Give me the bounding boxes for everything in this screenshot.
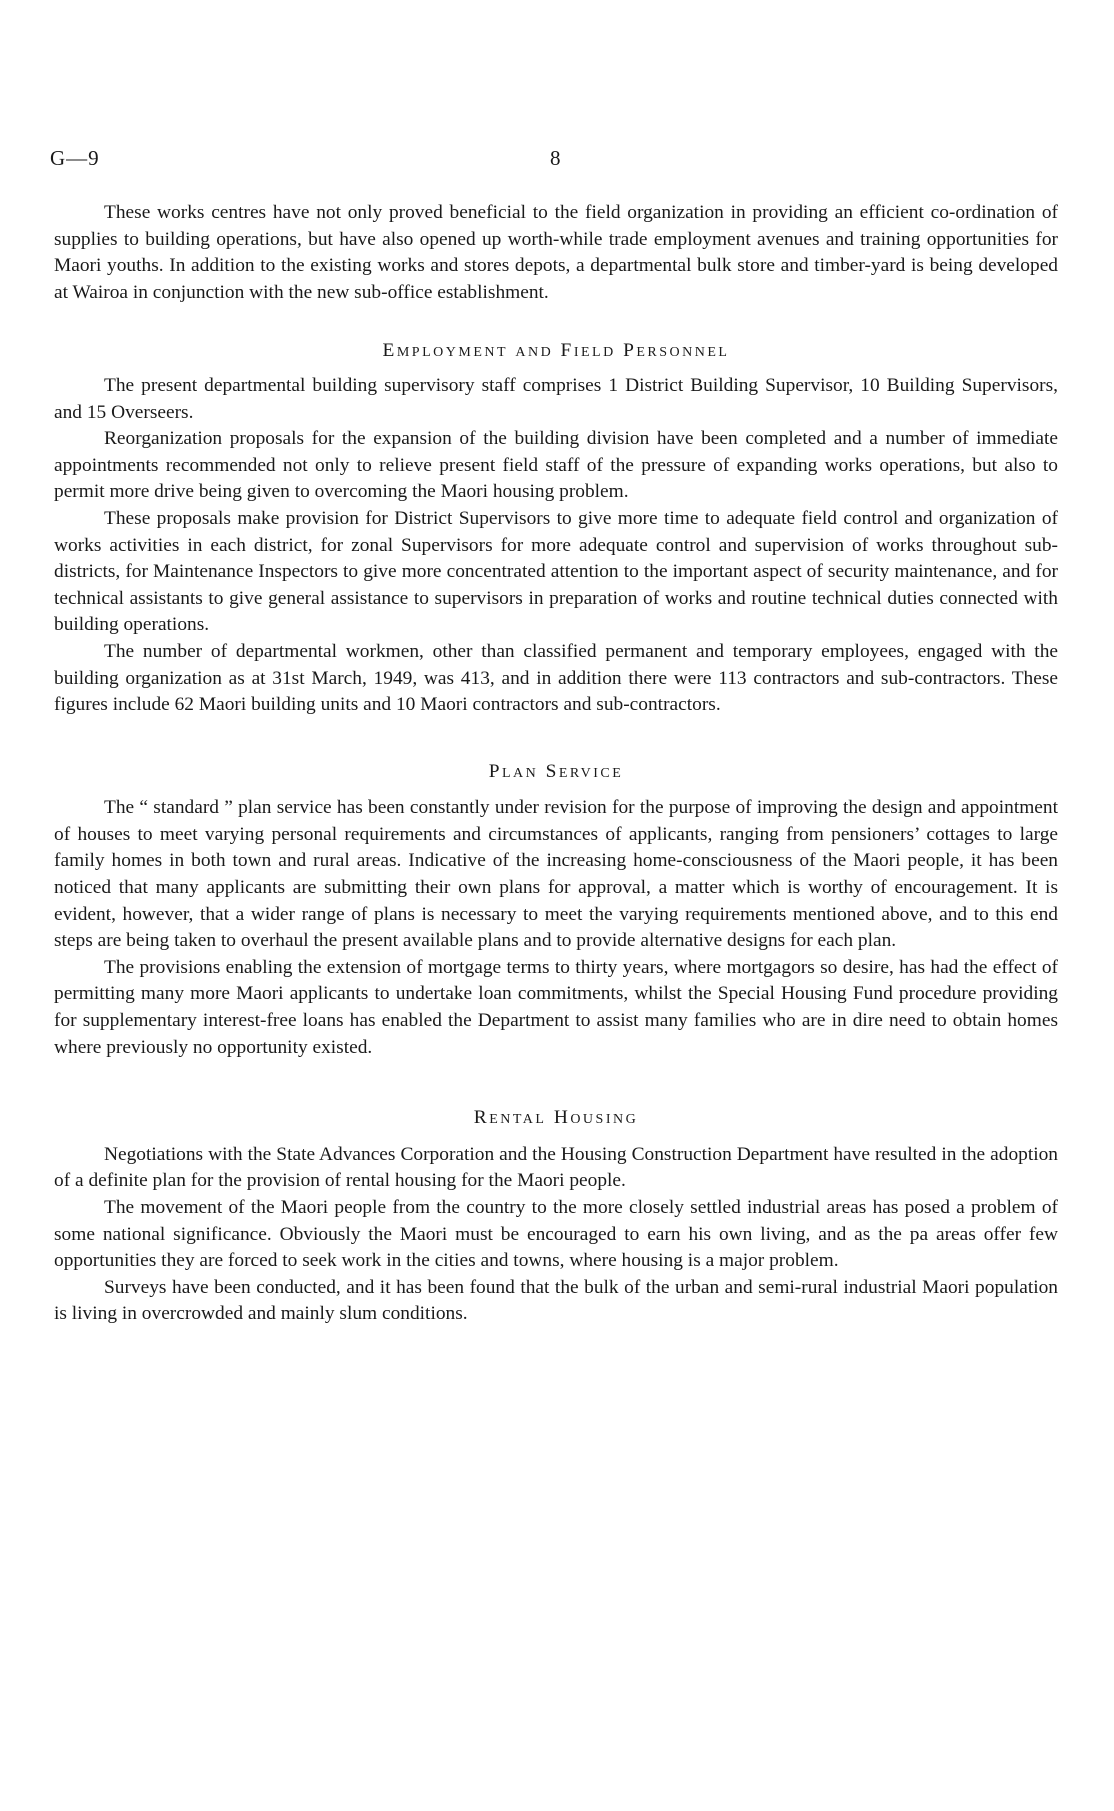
- body-text: [54, 200, 1058, 1328]
- page-header: [50, 146, 1050, 176]
- paragraph: Negotiations with the State Advances Corporation and the Housing Construction Department have resulted in the adoption of a definite plan for the provision of rental housing for the Maori people.: [54, 1143, 1058, 1192]
- section-heading-plan-service: Plan Service: [488, 760, 624, 782]
- paragraph: Reorganization proposals for the expansion of the building division have been completed and a number of immediate appointments recommended not only to relieve present field staff of the pressure of expanding works operations, but also to permit more drive being given to overcoming the Maori housing problem.: [54, 428, 1058, 503]
- paragraph: These works centres have not only proved beneficial to the field organization in providing an efficient co-ordination of supplies to building operations, but have also opened up worth-while trade employment avenues and training opportunities for Maori youths. In addition to the existing works and stores depots, a departmental bulk store and timber-yard is being developed at Wairoa in conjunction with the new sub-office establishment.: [54, 202, 1058, 303]
- paragraph: The “ standard ” plan service has been constantly under revision for the purpose of improving the design and appointment of houses to meet varying personal requirements and circumstances of applicants, ranging from pensioners’ cottages to large family homes in both town and rural areas. Indicative of the increasing home-consciousness of the Maori people, it has been noticed that many applicants are submitting their own plans for approval, a matter which is worthy of encouragement. It is evident, however, that a wider range of plans is necessary to meet the varying requirements mentioned above, and to this end steps are being taken to overhaul the present available plans and to provide alternative designs for each plan.: [54, 797, 1058, 952]
- paragraph: The present departmental building supervisory staff comprises 1 District Building Supervisor, 10 Building Supervisors, and 15 Overseers.: [54, 374, 1058, 423]
- page-number: 8: [550, 146, 562, 170]
- paragraph: The movement of the Maori people from the country to the more closely settled industrial areas has posed a problem of some national significance. Obviously the Maori must be encouraged to earn his own living, and as the pa areas offer few opportunities they are forced to seek work in the cities and towns, where housing is a major problem.: [54, 1197, 1058, 1272]
- paragraph: Surveys have been conducted, and it has been found that the bulk of the urban and semi-rural industrial Maori population is living in overcrowded and mainly slum conditions.: [54, 1276, 1058, 1325]
- document-reference: G—9: [50, 146, 100, 170]
- paragraph: The number of departmental workmen, other than classified permanent and temporary employees, engaged with the building organization as at 31st March, 1949, was 413, and in addition there were 113 contractors and sub-contractors. These figures include 62 Maori building units and 10 Maori contractors and sub-contractors.: [54, 640, 1058, 716]
- paragraph: The provisions enabling the extension of mortgage terms to thirty years, where mortgagors so desire, has had the effect of permitting many more Maori applicants to undertake loan commitments, whilst the Special Housing Fund procedure providing for supplementary interest-free loans has enabled the Department to assist many families who are in dire need to obtain homes where previously no opportunity existed.: [54, 956, 1058, 1058]
- paragraph: These proposals make provision for District Supervisors to give more time to adequate field control and organization of works activities in each district, for zonal Supervisors for more adequate control and supervision of works throughout sub-districts, for Maintenance Inspectors to give more concentrated attention to the important aspect of security maintenance, and for technical assistants to give general assistance to supervisors in preparation of works and routine technical duties connected with building operations.: [54, 507, 1058, 636]
- section-heading-employment: Employment and Field Personnel: [382, 340, 730, 362]
- section-heading-rental-housing: Rental Housing: [473, 1107, 639, 1129]
